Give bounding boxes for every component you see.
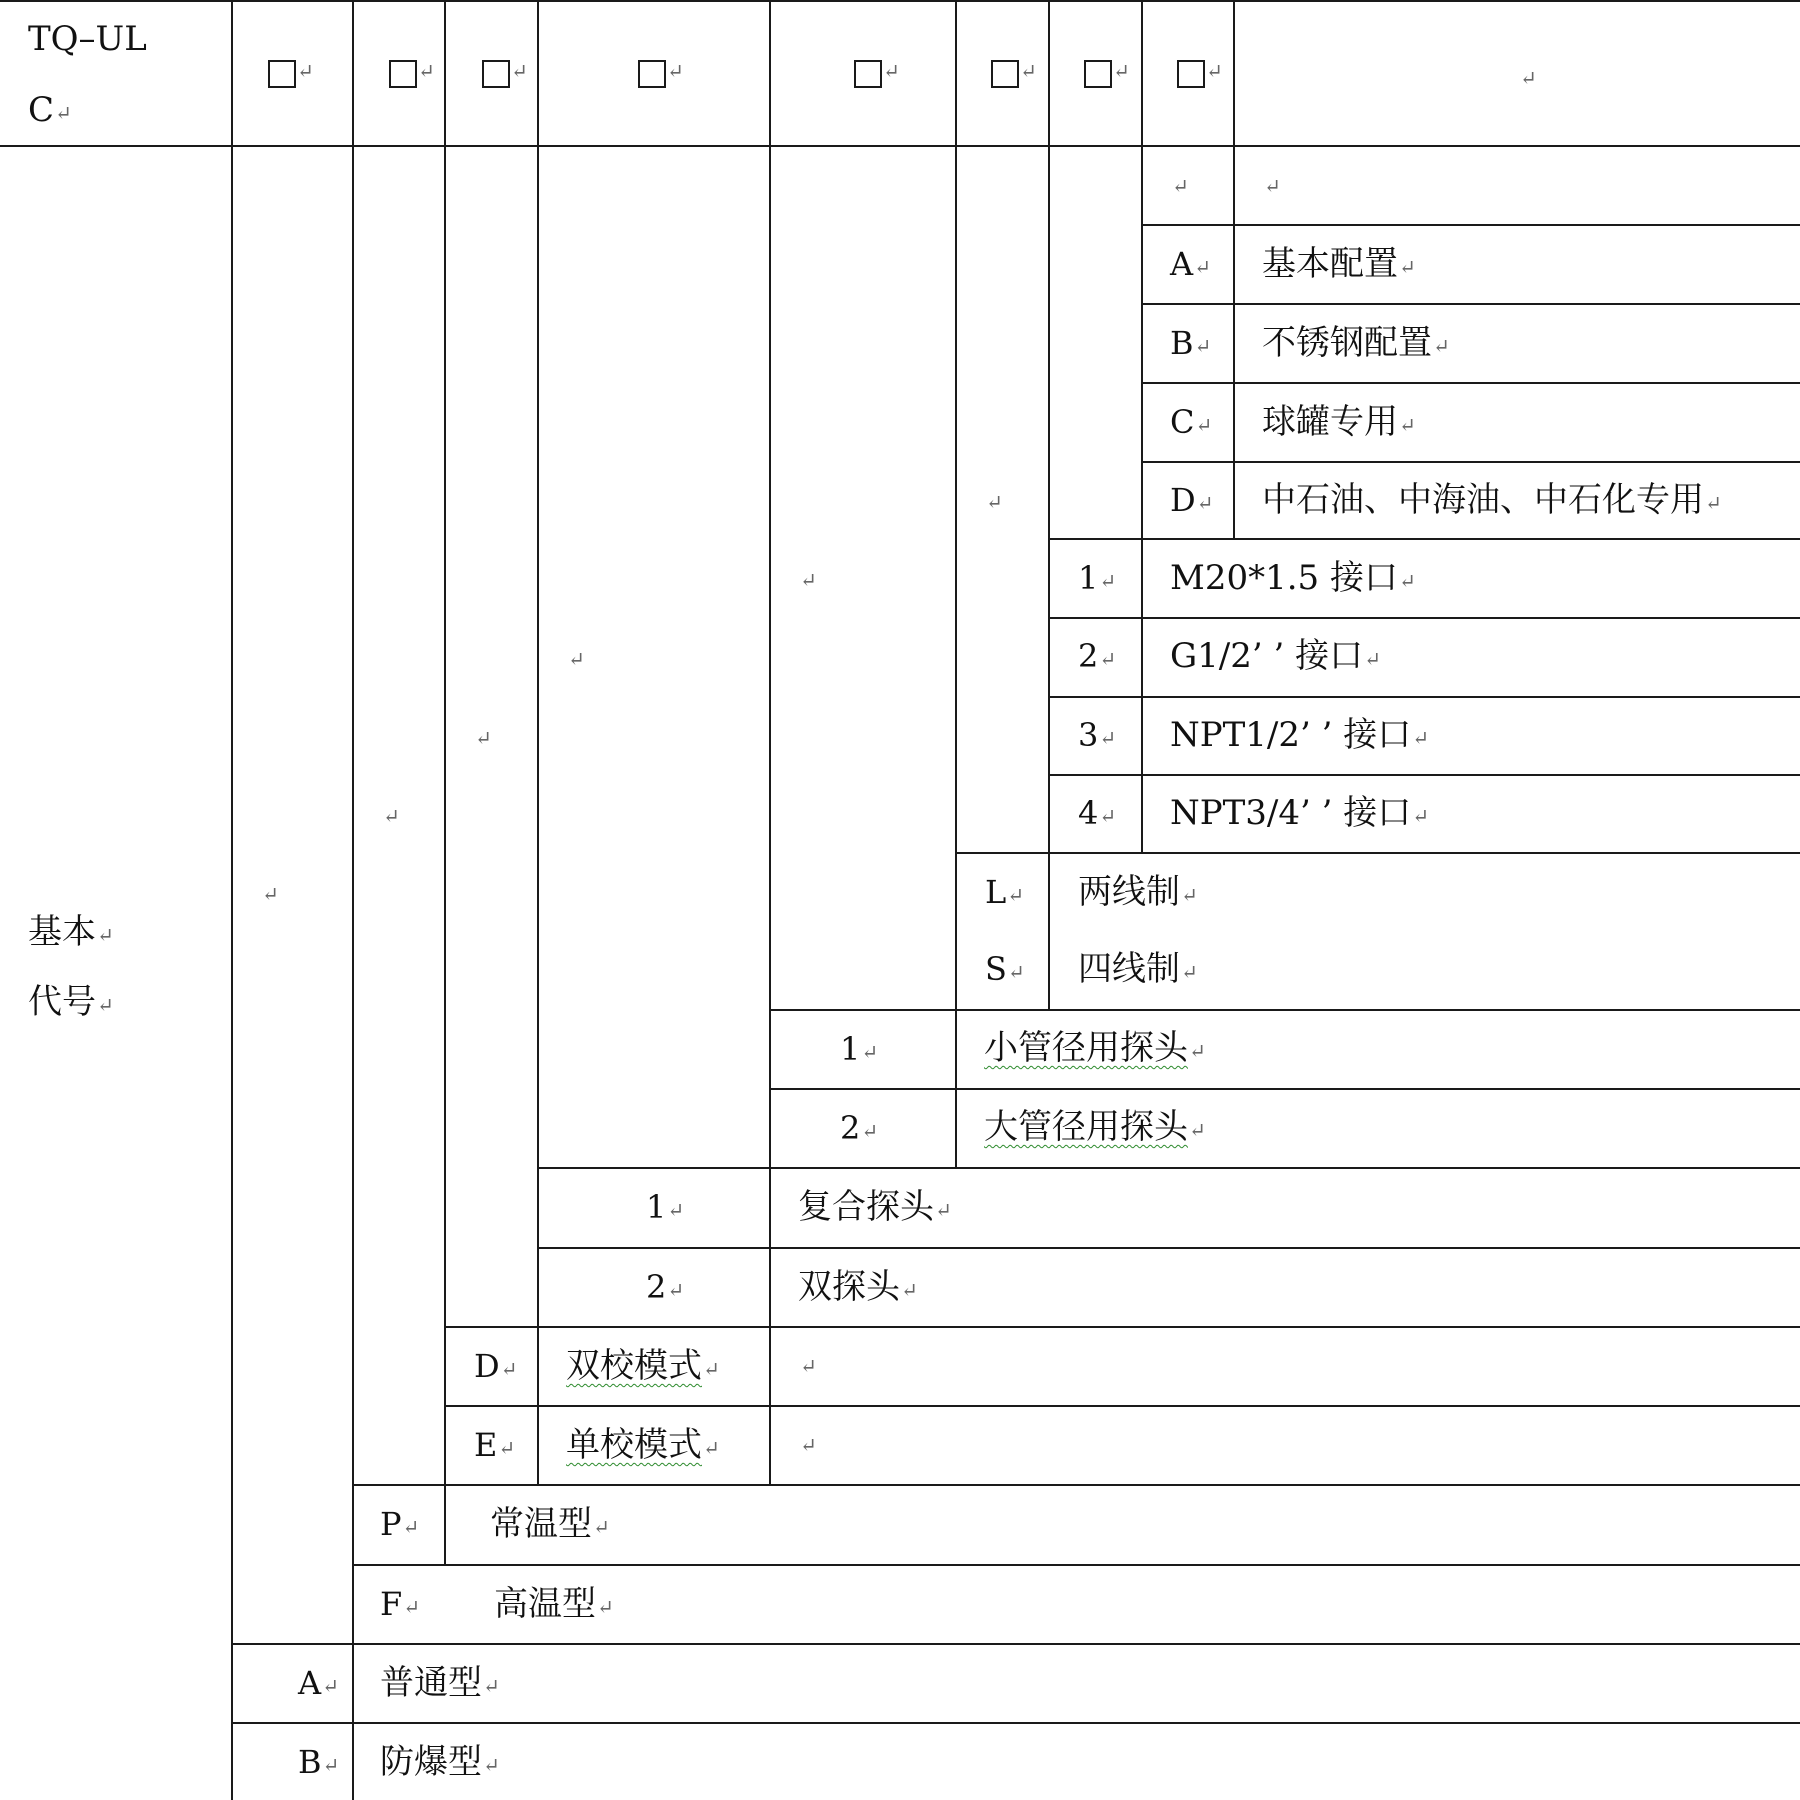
- rule: [1141, 382, 1800, 384]
- rule: [352, 0, 354, 1800]
- rule: [1141, 461, 1800, 463]
- empty-checkbox-icon: [991, 60, 1019, 88]
- empty-checkbox-icon: [482, 60, 510, 88]
- rule: [1141, 303, 1800, 305]
- code-slot-7: ↵: [1084, 60, 1130, 88]
- paragraph-mark: ↵: [800, 568, 817, 592]
- option-label: NPT3/4’ ’ 接口↵: [1170, 793, 1430, 833]
- paragraph-mark: ↵: [800, 1354, 817, 1378]
- option-code: E↵: [474, 1426, 516, 1464]
- code-slot-6: ↵: [991, 60, 1037, 88]
- option-label: 常温型↵: [490, 1504, 610, 1544]
- option-label: 双探头↵: [798, 1267, 918, 1307]
- rule: [1141, 538, 1143, 852]
- paragraph-mark: ↵: [383, 804, 400, 828]
- code-slot-3: ↵: [482, 60, 528, 88]
- option-code: B↵: [1170, 324, 1212, 362]
- option-code: A↵: [298, 1664, 339, 1702]
- option-code: 1↵: [1078, 559, 1117, 597]
- paragraph-mark: ↵: [262, 882, 279, 906]
- option-label: 中石油、中海油、中石化专用↵: [1262, 480, 1722, 520]
- rule: [1048, 0, 1050, 1009]
- option-label: 防爆型↵: [380, 1742, 500, 1782]
- rule: [769, 1009, 1800, 1011]
- option-label: 单校模式↵: [566, 1425, 720, 1465]
- option-code: S↵: [985, 950, 1025, 988]
- code-slot-5: ↵: [854, 60, 900, 88]
- paragraph-mark: ↵: [1520, 66, 1537, 90]
- rule: [231, 1722, 1800, 1724]
- option-label: M20*1.5 接口↵: [1170, 558, 1416, 598]
- rule: [444, 1326, 1800, 1328]
- option-code: B↵: [298, 1743, 340, 1781]
- option-code: A↵: [1170, 245, 1211, 283]
- option-label: NPT1/2’ ’ 接口↵: [1170, 715, 1430, 755]
- rule: [1048, 538, 1800, 540]
- paragraph-mark: ↵: [1172, 174, 1189, 198]
- option-label: 高温型↵: [494, 1584, 614, 1624]
- model-prefix-suffix: C↵: [28, 90, 72, 130]
- option-code: 2↵: [646, 1268, 685, 1306]
- option-code: 3↵: [1078, 716, 1117, 754]
- row-label-code: 代号↵: [28, 982, 114, 1022]
- option-label: 复合探头↵: [798, 1187, 952, 1227]
- rule: [1141, 224, 1800, 226]
- rule: [0, 0, 1800, 2]
- empty-checkbox-icon: [1177, 60, 1205, 88]
- option-code: 4↵: [1078, 794, 1117, 832]
- paragraph-mark: ↵: [475, 726, 492, 750]
- rule: [1048, 617, 1800, 619]
- rule: [444, 0, 446, 1564]
- paragraph-mark: ↵: [986, 490, 1003, 514]
- rule: [1048, 774, 1800, 776]
- option-code: C↵: [1170, 403, 1213, 441]
- option-label: 大管径用探头↵: [984, 1107, 1206, 1147]
- option-label: 普通型↵: [380, 1663, 500, 1703]
- code-slot-4: ↵: [638, 60, 684, 88]
- paragraph-mark: ↵: [800, 1433, 817, 1457]
- empty-checkbox-icon: [1084, 60, 1112, 88]
- code-slot-2: ↵: [389, 60, 435, 88]
- rule: [231, 0, 233, 1800]
- rule: [769, 0, 771, 1484]
- option-label: G1/2’ ’ 接口↵: [1170, 636, 1381, 676]
- option-label: 不锈钢配置↵: [1262, 323, 1450, 363]
- option-label: 四线制↵: [1078, 949, 1198, 989]
- option-code: F↵: [380, 1585, 420, 1623]
- option-label: 基本配置↵: [1262, 244, 1416, 284]
- paragraph-mark: ↵: [1264, 174, 1281, 198]
- rule: [537, 1247, 1800, 1249]
- rule: [537, 0, 539, 1484]
- rule: [231, 1643, 1800, 1645]
- empty-checkbox-icon: [638, 60, 666, 88]
- rule: [352, 1484, 1800, 1486]
- rule: [444, 1405, 1800, 1407]
- paragraph-mark: ↵: [568, 647, 585, 671]
- empty-checkbox-icon: [268, 60, 296, 88]
- option-code: L↵: [985, 873, 1025, 911]
- empty-checkbox-icon: [389, 60, 417, 88]
- option-label: 小管径用探头↵: [984, 1028, 1206, 1068]
- code-slot-1: ↵: [268, 60, 314, 88]
- option-label: 双校模式↵: [566, 1346, 720, 1386]
- rule: [955, 852, 1800, 854]
- row-label-basic: 基本↵: [28, 912, 114, 952]
- option-code: D↵: [474, 1347, 518, 1385]
- empty-checkbox-icon: [854, 60, 882, 88]
- rule: [955, 0, 957, 1167]
- rule: [352, 1564, 1800, 1566]
- rule: [0, 145, 1800, 147]
- option-label: 两线制↵: [1078, 872, 1198, 912]
- option-label: 球罐专用↵: [1262, 402, 1416, 442]
- model-prefix: TQ–UL: [28, 19, 147, 59]
- rule: [1233, 0, 1235, 538]
- option-code: 2↵: [840, 1109, 879, 1147]
- option-code: D↵: [1170, 481, 1214, 519]
- option-code: 2↵: [1078, 637, 1117, 675]
- rule: [1048, 696, 1800, 698]
- code-slot-8: ↵: [1177, 60, 1223, 88]
- rule: [769, 1088, 1800, 1090]
- option-code: P↵: [380, 1505, 420, 1543]
- rule: [537, 1167, 1800, 1169]
- option-code: 1↵: [840, 1030, 879, 1068]
- option-code: 1↵: [646, 1188, 685, 1226]
